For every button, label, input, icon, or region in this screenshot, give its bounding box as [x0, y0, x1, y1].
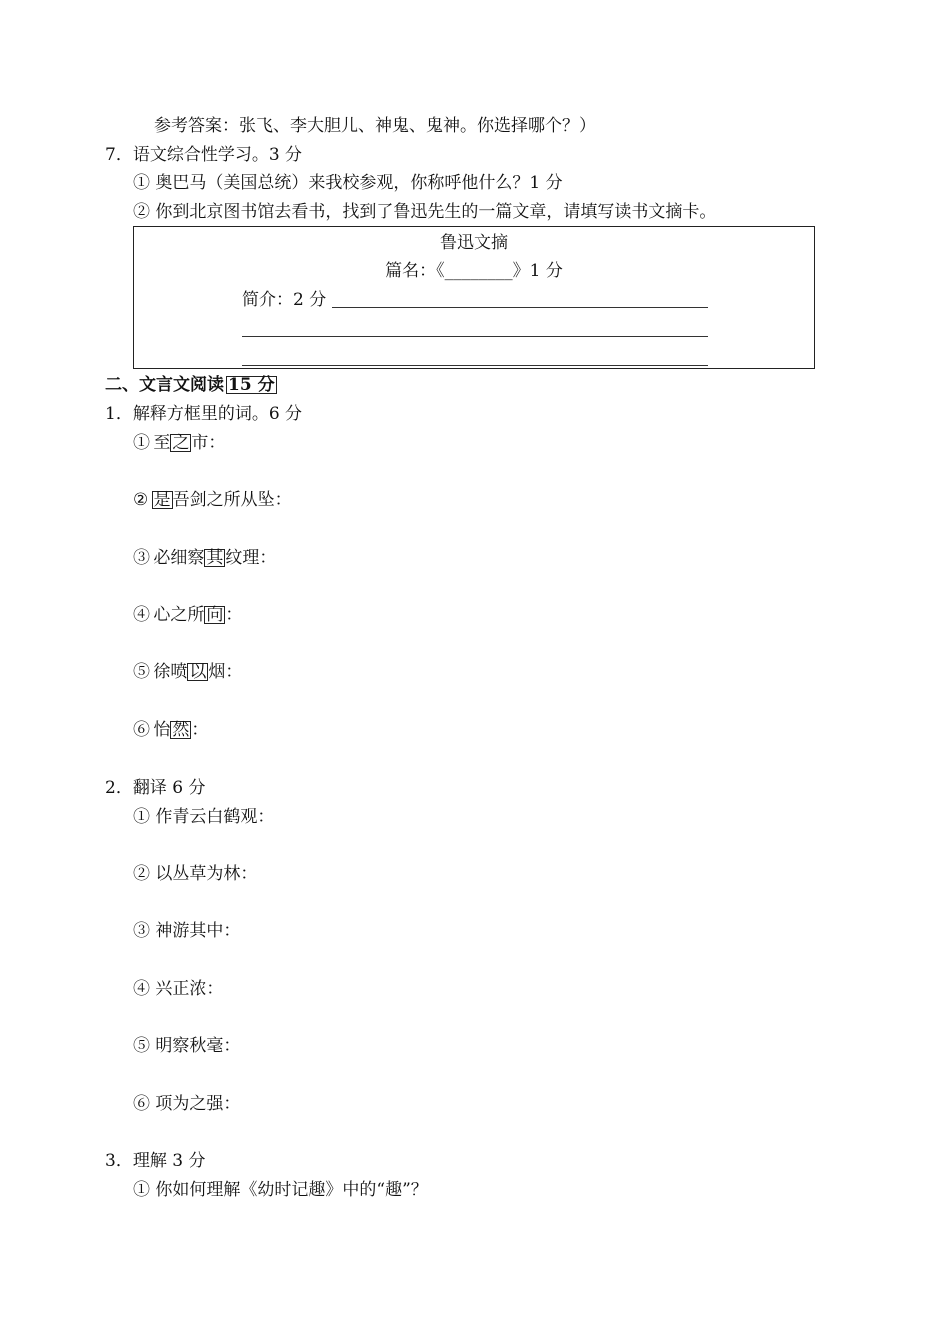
- q1-item-3: [133, 548, 276, 568]
- q2-heading: [105, 778, 205, 798]
- q2-title: 翻译 6 分: [132, 778, 206, 798]
- q1-boxed-word: 其: [206, 548, 224, 568]
- section-2-heading: [105, 375, 277, 395]
- q1-boxed-word: 向: [206, 605, 224, 625]
- q7-number: 7．: [105, 145, 133, 165]
- q2-number: 2．: [105, 778, 133, 798]
- q7-item-2: ② 你到北京图书馆去看书，找到了鲁迅先生的一篇文章，请填写读书文摘卡。: [133, 202, 717, 222]
- q1-item-num: ⑥: [133, 720, 150, 740]
- reading-card: [133, 226, 815, 369]
- q3-number: 3．: [105, 1151, 133, 1171]
- q7-heading: [105, 145, 302, 165]
- q7-title: 语文综合性学习。3 分: [132, 145, 303, 165]
- card-answer-line-3[interactable]: [242, 365, 708, 366]
- q3-item-1: ① 你如何理解《幼时记趣》中的“趣”？: [133, 1180, 428, 1200]
- q1-heading: [105, 404, 302, 424]
- q1-boxed-word: 然: [172, 720, 190, 740]
- q2-item-3: ③ 神游其中：: [133, 921, 241, 941]
- q1-item-4: [133, 605, 242, 625]
- card-intro-label: 简介：2 分: [242, 290, 327, 310]
- q1-item-post: 烟：: [208, 662, 243, 682]
- q1-item-num: ③: [133, 548, 150, 568]
- q1-item-6: [133, 720, 208, 740]
- card-title: 鲁迅文摘: [440, 233, 508, 253]
- q1-item-post: 纹理：: [225, 548, 277, 568]
- card-name-line: 篇名：《________》1 分: [385, 261, 563, 281]
- q2-item-5: ⑤ 明察秋毫：: [133, 1036, 241, 1056]
- section-2-score: 15 分: [228, 375, 275, 395]
- q1-item-2: [133, 490, 292, 510]
- q1-item-pre: 必细察: [153, 548, 205, 568]
- q1-item-post: ：: [191, 720, 209, 740]
- q1-item-pre: 至: [153, 433, 171, 453]
- q6-answer-line: 参考答案：张飞、李大胆儿、神鬼、鬼神。你选择哪个？）: [154, 116, 596, 136]
- q1-boxed-word: 是: [153, 490, 171, 510]
- q1-item-5: [133, 662, 242, 682]
- q1-boxed-word: 之: [172, 433, 190, 453]
- q1-item-num: ⑤: [133, 662, 150, 682]
- q1-item-num: ④: [133, 605, 150, 625]
- q2-item-2: ② 以丛草为林：: [133, 864, 258, 884]
- q1-item-post: 市：: [191, 433, 226, 453]
- q1-item-post: ：: [225, 605, 243, 625]
- q1-item-pre: 怡: [153, 720, 171, 740]
- q1-item-pre: 心之所: [153, 605, 205, 625]
- q1-item-num: ①: [133, 433, 150, 453]
- q3-heading: [105, 1151, 205, 1171]
- q1-item-pre: 徐喷: [153, 662, 188, 682]
- card-answer-line-1[interactable]: [332, 307, 708, 308]
- q2-item-4: ④ 兴正浓：: [133, 979, 224, 999]
- q2-item-6: ⑥ 项为之强：: [133, 1094, 241, 1114]
- q1-item-num: ②: [133, 490, 149, 510]
- q1-number: 1．: [105, 404, 133, 424]
- q2-item-1: ① 作青云白鹤观：: [133, 807, 275, 827]
- q1-item-post: 吾剑之所从坠：: [172, 490, 292, 510]
- q1-boxed-word: 以: [189, 662, 207, 682]
- q7-item-1: ① 奥巴马（美国总统）来我校参观，你称呼他什么？1 分: [133, 173, 563, 193]
- q1-title: 解释方框里的词。6 分: [132, 404, 303, 424]
- section-2-title: 二、文言文阅读: [105, 375, 224, 395]
- q1-item-1: [133, 433, 225, 453]
- card-answer-line-2[interactable]: [242, 336, 708, 337]
- q3-title: 理解 3 分: [132, 1151, 206, 1171]
